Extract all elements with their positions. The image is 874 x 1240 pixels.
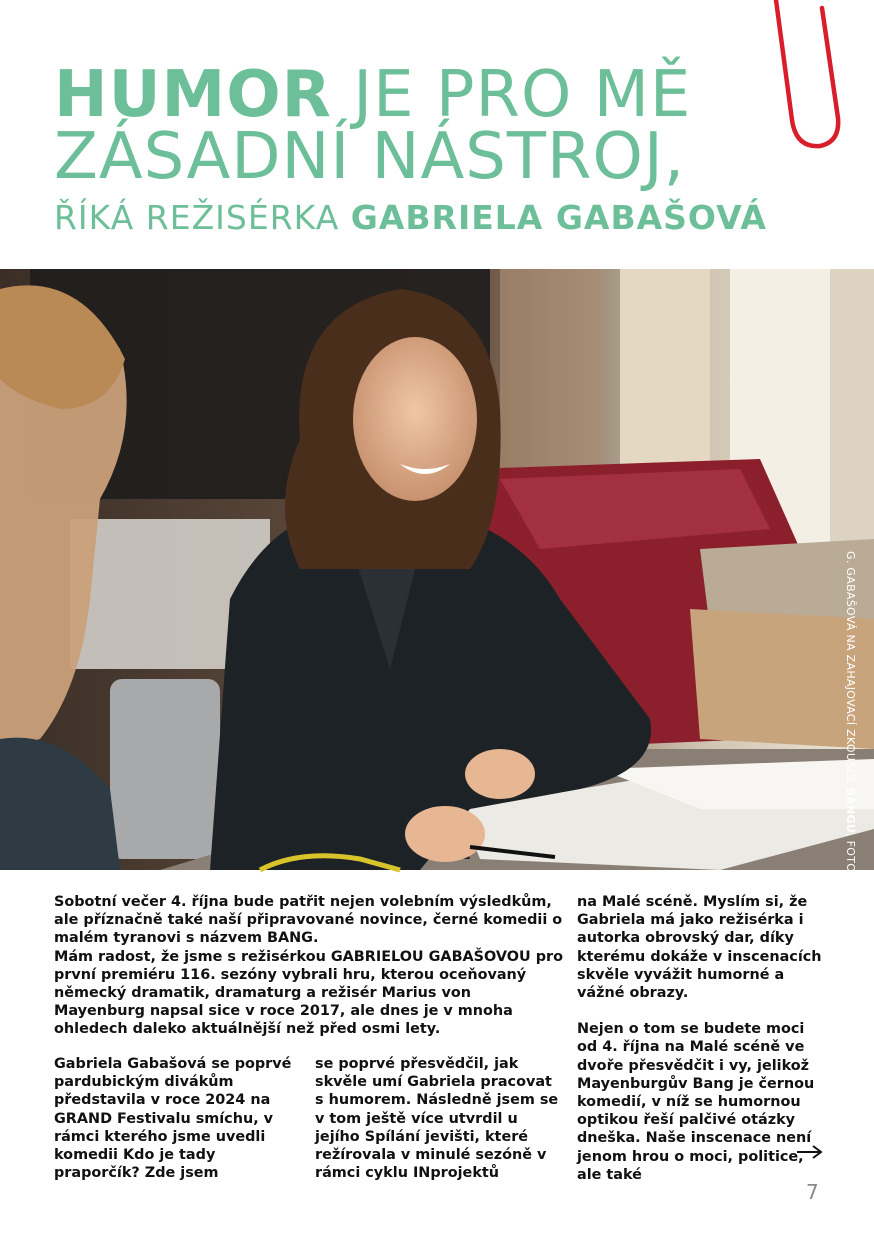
subtitle-prefix: ŘÍKÁ REŽISÉRKA <box>54 198 351 237</box>
headline-line-2: ZÁSADNÍ NÁSTROJ, <box>54 120 686 194</box>
headline-subtitle <box>54 198 814 238</box>
column-1-lower <box>54 1055 302 1182</box>
continue-arrow-icon <box>797 1144 823 1160</box>
column-3-paragraph-2: Nejen o tom se budete moci od 4. října na Malé scéně ve dvoře přesvědčit i vy, jelikož Mayenburgův Bang je černou komedií, v níž se humornou optikou řeší palčivé otázky dneška. Naše inscenace není jenom hrou o moci, politice, ale také <box>577 1021 815 1183</box>
page-number: 7 <box>806 1180 819 1204</box>
article-headline <box>54 58 814 238</box>
intro-paragraph-1: Sobotní večer 4. října bude patřit nejen volebním výsledkům, ale příznačně také naší připravované novince, černé komedii o malém tyranovi s názvem BANG. <box>54 894 563 947</box>
intro-paragraphs <box>54 893 564 1039</box>
column-3 <box>577 893 823 1184</box>
intro-paragraph-2: Mám radost, že jsme s režisérkou GABRIELOU GABAŠOVOU pro první premiéru 116. sezóny vybrali hru, kterou oceňovaný německý dramatik, dramaturg a režisér Marius von Mayenburg napsal sice v roce 2017, ale dnes je v mnoha ohledech daleko aktuálnější než před osmi lety. <box>54 948 563 1038</box>
photo-credit <box>844 551 857 931</box>
column-2-lower <box>315 1055 563 1182</box>
photo-illustration <box>0 269 874 870</box>
column-2-text: se poprvé přesvědčil, jak skvěle umí Gabriela pracovat s humorem. Následně jsem se v tom ještě více utvrdil u jejího Spílání jevišti, které režírovala v minulé sezóně v rámci cyklu INprojektů <box>315 1056 559 1182</box>
headline-line-1 <box>54 58 814 132</box>
photo-credit-prefix: G. GABAŠOVÁ NA ZAHAJOVACÍ ZKOUŠCE <box>844 551 857 788</box>
column-3-paragraph-1: na Malé scéně. Myslím si, že Gabriela má jako režisérka i autorka obrovský dar, díky kterému dokáže v inscenacích skvěle vyvážit humorné a vážné obrazy. <box>577 894 822 1002</box>
headline-line-1-rest: JE PRO MĚ <box>331 58 692 132</box>
photo-credit-suffix: , FOTO P. ŠEDIVÝ <box>844 833 857 931</box>
photo-credit-bold: BANGU <box>844 787 857 834</box>
column-1-text: Gabriela Gabašová se poprvé pardubickým divákům představila v roce 2024 na GRAND Festivalu smíchu, v rámci kterého jsme uvedli komedii Kdo je tady praporčík? Zde jsem <box>54 1056 292 1182</box>
subtitle-name: GABRIELA GABAŠOVÁ <box>350 198 767 237</box>
headline-bold-word: HUMOR <box>54 58 332 132</box>
